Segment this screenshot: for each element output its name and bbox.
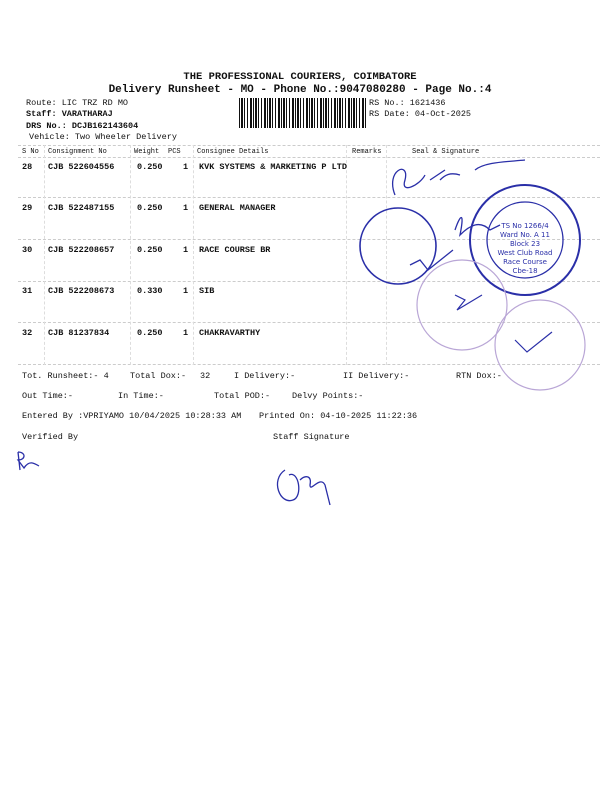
cell-weight: 0.250 bbox=[137, 162, 163, 172]
stamp-faded-2 bbox=[495, 300, 585, 390]
cell-sno: 31 bbox=[22, 286, 33, 296]
delvy-points: Delvy Points:- bbox=[292, 391, 364, 401]
col-consignee: Consignee Details bbox=[197, 148, 269, 156]
signature-staff bbox=[277, 470, 330, 505]
cell-sno: 32 bbox=[22, 328, 33, 338]
in-time: In Time:- bbox=[118, 391, 164, 401]
cell-consignee: CHAKRAVARTHY bbox=[199, 328, 261, 338]
drs-no: DRS No.: DCJB162143604 bbox=[26, 121, 139, 131]
stamp-faded-1 bbox=[417, 260, 507, 350]
svg-text:Race Course: Race Course bbox=[503, 258, 547, 266]
total-dox-label: Total Dox:- bbox=[130, 371, 187, 381]
entered-by: Entered By :VPRIYAMO 10/04/2025 10:28:33 AM bbox=[22, 411, 242, 421]
cell-pcs: 1 bbox=[183, 203, 189, 213]
total-pod: Total POD:- bbox=[214, 391, 271, 401]
cell-consignee: KVK SYSTEMS & MARKETING P LTD bbox=[199, 162, 347, 172]
col-sno: S No bbox=[22, 148, 39, 156]
cell-consignee: RACE COURSE BR bbox=[199, 245, 271, 255]
tot-runsheet: Tot. Runsheet:- 4 bbox=[22, 371, 109, 381]
printed-on: Printed On: 04-10-2025 11:22:36 bbox=[259, 411, 418, 421]
rtn-dox: RTN Dox:- bbox=[456, 371, 502, 381]
verified-by-label: Verified By bbox=[22, 432, 79, 442]
col-remarks: Remarks bbox=[352, 148, 382, 156]
staff: Staff: VARATHARAJ bbox=[26, 109, 113, 119]
rs-no: RS No.: 1621436 bbox=[369, 98, 446, 108]
svg-text:TS No 1266/4: TS No 1266/4 bbox=[501, 222, 549, 230]
total-dox-value: 32 bbox=[200, 371, 211, 381]
route: Route: LIC TRZ RD MO bbox=[26, 98, 129, 108]
cell-consignee: SIB bbox=[199, 286, 215, 296]
staff-signature-label: Staff Signature bbox=[273, 432, 350, 442]
rs-date: RS Date: 04-Oct-2025 bbox=[369, 109, 472, 119]
company-title: THE PROFESSIONAL COURIERS, COIMBATORE bbox=[183, 71, 417, 83]
cell-pcs: 1 bbox=[183, 162, 189, 172]
runsheet-title: Delivery Runsheet - MO - Phone No.:9047080280 - Page No.:4 bbox=[108, 84, 492, 96]
svg-text:Ward No. A 11: Ward No. A 11 bbox=[500, 231, 550, 239]
ii-delivery: II Delivery:- bbox=[343, 371, 410, 381]
svg-text:Cbe-18: Cbe-18 bbox=[512, 267, 538, 275]
svg-text:West Club Road: West Club Road bbox=[497, 249, 553, 257]
cell-sno: 28 bbox=[22, 162, 33, 172]
col-seal: Seal & Signature bbox=[412, 148, 480, 156]
cell-weight: 0.250 bbox=[137, 328, 163, 338]
cell-pcs: 1 bbox=[183, 245, 189, 255]
i-delivery: I Delivery:- bbox=[234, 371, 296, 381]
cell-cn: CJB 522208673 bbox=[48, 286, 115, 296]
cell-weight: 0.330 bbox=[137, 286, 163, 296]
col-consignment: Consignment No bbox=[48, 148, 107, 156]
cell-weight: 0.250 bbox=[137, 203, 163, 213]
cell-cn: CJB 522487155 bbox=[48, 203, 115, 213]
stamp-left bbox=[360, 208, 436, 284]
cell-sno: 30 bbox=[22, 245, 33, 255]
col-pcs: PCS bbox=[168, 148, 181, 156]
col-weight: Weight bbox=[134, 148, 160, 156]
cell-cn: CJB 522208657 bbox=[48, 245, 115, 255]
out-time: Out Time:- bbox=[22, 391, 74, 401]
cell-pcs: 1 bbox=[183, 286, 189, 296]
cell-consignee: GENERAL MANAGER bbox=[199, 203, 276, 213]
cell-pcs: 1 bbox=[183, 328, 189, 338]
vehicle: Vehicle: Two Wheeler Delivery bbox=[29, 132, 177, 142]
cell-weight: 0.250 bbox=[137, 245, 163, 255]
cell-sno: 29 bbox=[22, 203, 33, 213]
signature-verified bbox=[18, 452, 39, 470]
svg-text:Block 23: Block 23 bbox=[509, 240, 541, 248]
cell-cn: CJB 81237834 bbox=[48, 328, 110, 338]
cell-cn: CJB 522604556 bbox=[48, 162, 115, 172]
